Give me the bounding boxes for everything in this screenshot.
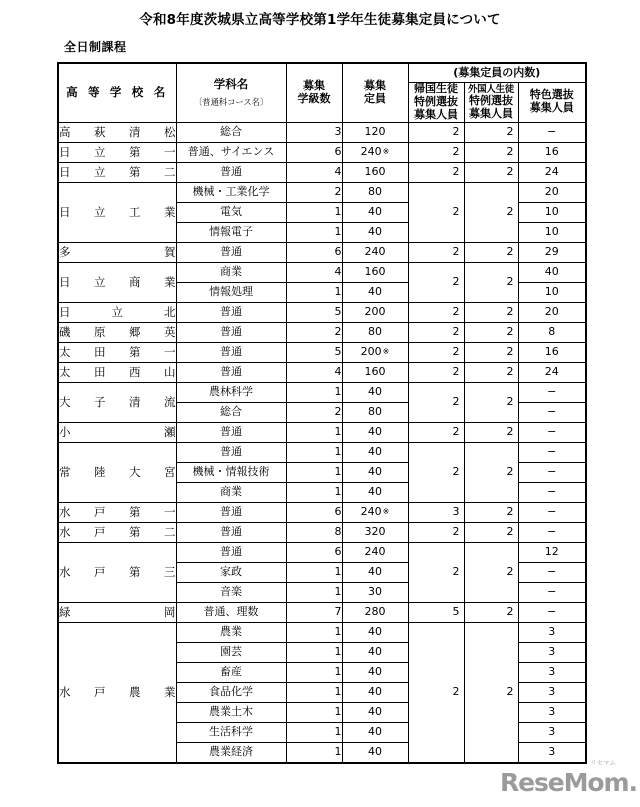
column-header-classes-line2: 学級数: [297, 91, 331, 105]
cell-special-selection-quota: −: [518, 382, 586, 402]
cell-department-name: 商業: [176, 482, 286, 502]
logo-ruby-text: リセマム: [590, 760, 616, 767]
logo-wordmark-text: ReseMom: [500, 768, 629, 797]
cell-department-name: 機械・情報技術: [176, 462, 286, 482]
cell-school-name: [58, 302, 176, 322]
cell-returnee-quota: 2: [408, 322, 464, 342]
cell-school-name: [58, 502, 176, 522]
cell-quota: 40: [342, 622, 408, 642]
cell-class-count: 2: [286, 322, 342, 342]
cell-special-selection-quota: −: [518, 122, 586, 142]
cell-returnee-quota: 2: [408, 182, 464, 242]
column-header-group-breakdown: (募集定員の内数): [408, 63, 586, 83]
cell-class-count: 5: [286, 342, 342, 362]
cell-class-count: 1: [286, 722, 342, 742]
cell-class-count: 1: [286, 702, 342, 722]
table-body: [58, 122, 586, 763]
cell-class-count: 1: [286, 562, 342, 582]
cell-special-selection-quota: −: [518, 402, 586, 422]
school-name-text: 水戸第三: [59, 564, 176, 579]
cell-returnee-quota: 2: [408, 362, 464, 382]
cell-department-name: 普通、サイエンス: [176, 142, 286, 162]
column-header-special: [518, 83, 586, 123]
school-name-text: 日立第二: [59, 164, 176, 179]
school-name-text: 太田西山: [59, 364, 176, 379]
cell-special-selection-quota: −: [518, 422, 586, 442]
table-row: [58, 262, 586, 282]
quota-footnote-mark: ※: [382, 146, 390, 156]
cell-school-name: [58, 322, 176, 342]
cell-special-selection-quota: 16: [518, 142, 586, 162]
cell-special-selection-quota: 3: [518, 722, 586, 742]
cell-department-name: 普通: [176, 162, 286, 182]
table-row: [58, 442, 586, 462]
cell-department-name: 農林科学: [176, 382, 286, 402]
cell-returnee-quota: 2: [408, 422, 464, 442]
cell-returnee-quota: 2: [408, 382, 464, 422]
cell-quota: 200※: [342, 342, 408, 362]
cell-foreign-quota: 2: [464, 262, 518, 302]
cell-class-count: 1: [286, 622, 342, 642]
column-header-quota: [342, 63, 408, 122]
cell-special-selection-quota: 16: [518, 342, 586, 362]
school-name-text: 小瀬: [59, 424, 176, 439]
cell-department-name: 普通: [176, 322, 286, 342]
cell-quota: 40: [342, 382, 408, 402]
cell-foreign-quota: 2: [464, 142, 518, 162]
school-name-text: 水戸第二: [59, 524, 176, 539]
column-header-quota-line1: 募集: [364, 78, 386, 92]
cell-quota: 80: [342, 402, 408, 422]
cell-foreign-quota: 2: [464, 502, 518, 522]
school-name-text: 多賀: [59, 244, 176, 259]
cell-special-selection-quota: −: [518, 502, 586, 522]
table-header: [58, 63, 586, 122]
cell-special-selection-quota: 24: [518, 162, 586, 182]
cell-school-name: [58, 522, 176, 542]
table-row: [58, 142, 586, 162]
cell-special-selection-quota: 10: [518, 282, 586, 302]
cell-special-selection-quota: 3: [518, 622, 586, 642]
cell-class-count: 1: [286, 282, 342, 302]
cell-class-count: 6: [286, 542, 342, 562]
cell-department-name: 商業: [176, 262, 286, 282]
cell-quota: 200: [342, 302, 408, 322]
school-name-text: 緑岡: [59, 604, 176, 619]
cell-special-selection-quota: −: [518, 482, 586, 502]
column-header-department: [176, 63, 286, 122]
school-name-text: 日立北: [59, 304, 176, 319]
cell-quota: 40: [342, 722, 408, 742]
cell-special-selection-quota: 12: [518, 542, 586, 562]
cell-school-name: [58, 162, 176, 182]
column-header-special-line2: 募集人員: [529, 101, 574, 115]
school-name-text: 日立商業: [59, 274, 176, 289]
cell-department-name: 普通: [176, 422, 286, 442]
column-header-department-main: 学科名: [213, 77, 249, 92]
cell-class-count: 1: [286, 462, 342, 482]
cell-department-name: 普通: [176, 362, 286, 382]
cell-quota: 80: [342, 322, 408, 342]
cell-special-selection-quota: 3: [518, 742, 586, 763]
cell-quota: 160: [342, 362, 408, 382]
cell-returnee-quota: 2: [408, 622, 464, 763]
school-name-text: 日立第一: [59, 144, 176, 159]
cell-quota: 40: [342, 462, 408, 482]
column-header-department-sub: 〔普通科コース名〕: [193, 97, 269, 108]
cell-school-name: [58, 362, 176, 382]
table-row: [58, 322, 586, 342]
cell-quota: 40: [342, 222, 408, 242]
cell-school-name: [58, 182, 176, 242]
cell-school-name: [58, 422, 176, 442]
cell-class-count: 2: [286, 182, 342, 202]
cell-foreign-quota: 2: [464, 162, 518, 182]
cell-school-name: [58, 142, 176, 162]
cell-quota: 30: [342, 582, 408, 602]
cell-department-name: 情報電子: [176, 222, 286, 242]
cell-special-selection-quota: −: [518, 582, 586, 602]
cell-class-count: 1: [286, 222, 342, 242]
cell-returnee-quota: 5: [408, 602, 464, 622]
cell-department-name: 普通: [176, 522, 286, 542]
cell-department-name: 食品化学: [176, 682, 286, 702]
cell-department-name: 普通: [176, 502, 286, 522]
table-row: [58, 242, 586, 262]
cell-department-name: 生活科学: [176, 722, 286, 742]
cell-returnee-quota: 3: [408, 502, 464, 522]
table-row: [58, 342, 586, 362]
cell-foreign-quota: 2: [464, 542, 518, 602]
cell-special-selection-quota: 8: [518, 322, 586, 342]
cell-class-count: 1: [286, 582, 342, 602]
cell-school-name: [58, 342, 176, 362]
cell-department-name: 園芸: [176, 642, 286, 662]
cell-foreign-quota: 2: [464, 522, 518, 542]
cell-special-selection-quota: −: [518, 442, 586, 462]
cell-quota: 40: [342, 682, 408, 702]
school-name-text: 高萩清松: [59, 124, 176, 139]
school-name-text: 日立工業: [59, 204, 176, 219]
cell-quota: 40: [342, 202, 408, 222]
cell-quota: 120: [342, 122, 408, 142]
cell-special-selection-quota: −: [518, 522, 586, 542]
cell-foreign-quota: 2: [464, 442, 518, 502]
cell-special-selection-quota: 10: [518, 222, 586, 242]
cell-returnee-quota: 2: [408, 522, 464, 542]
cell-quota: 40: [342, 482, 408, 502]
cell-school-name: [58, 622, 176, 763]
cell-class-count: 6: [286, 242, 342, 262]
cell-quota: 240※: [342, 502, 408, 522]
cell-school-name: [58, 242, 176, 262]
cell-special-selection-quota: −: [518, 602, 586, 622]
column-header-foreign-line2: 特例選抜: [469, 94, 513, 108]
cell-special-selection-quota: 3: [518, 662, 586, 682]
school-name-text: 常陸大宮: [59, 464, 176, 479]
cell-department-name: 農業経済: [176, 742, 286, 763]
cell-class-count: 1: [286, 682, 342, 702]
cell-returnee-quota: 2: [408, 242, 464, 262]
cell-foreign-quota: 2: [464, 622, 518, 763]
cell-department-name: 普通: [176, 442, 286, 462]
cell-special-selection-quota: 10: [518, 202, 586, 222]
cell-quota: 80: [342, 182, 408, 202]
cell-foreign-quota: 2: [464, 422, 518, 442]
cell-department-name: 普通: [176, 302, 286, 322]
section-label: 全日制課程: [64, 40, 127, 54]
cell-school-name: [58, 542, 176, 602]
cell-special-selection-quota: 24: [518, 362, 586, 382]
cell-special-selection-quota: 20: [518, 302, 586, 322]
cell-special-selection-quota: 3: [518, 702, 586, 722]
cell-quota: 40: [342, 742, 408, 763]
cell-school-name: [58, 262, 176, 302]
cell-department-name: 普通: [176, 242, 286, 262]
cell-school-name: [58, 122, 176, 142]
cell-foreign-quota: 2: [464, 382, 518, 422]
table-row: [58, 122, 586, 142]
cell-special-selection-quota: 29: [518, 242, 586, 262]
column-header-foreign: [464, 83, 518, 123]
column-header-returnee: [408, 83, 464, 123]
cell-department-name: 普通: [176, 542, 286, 562]
cell-class-count: 4: [286, 362, 342, 382]
cell-class-count: 4: [286, 262, 342, 282]
cell-class-count: 4: [286, 162, 342, 182]
cell-department-name: 電気: [176, 202, 286, 222]
school-name-text: 水戸第一: [59, 504, 176, 519]
cell-quota: 40: [342, 702, 408, 722]
cell-special-selection-quota: −: [518, 562, 586, 582]
quota-footnote-mark: ※: [382, 506, 390, 516]
cell-class-count: 6: [286, 502, 342, 522]
cell-department-name: 情報処理: [176, 282, 286, 302]
cell-school-name: [58, 382, 176, 422]
column-header-returnee-line2: 特例選抜: [414, 94, 458, 108]
cell-special-selection-quota: −: [518, 462, 586, 482]
cell-department-name: 総合: [176, 402, 286, 422]
cell-foreign-quota: 2: [464, 602, 518, 622]
cell-department-name: 普通、理数: [176, 602, 286, 622]
table-row: [58, 522, 586, 542]
logo-wordmark: [500, 770, 637, 795]
cell-quota: 40: [342, 442, 408, 462]
capacity-table-container: [57, 62, 585, 764]
cell-quota: 280: [342, 602, 408, 622]
cell-department-name: 畜産: [176, 662, 286, 682]
cell-returnee-quota: 2: [408, 122, 464, 142]
cell-class-count: 1: [286, 662, 342, 682]
cell-quota: 40: [342, 422, 408, 442]
column-header-foreign-line1: 外国人生徒: [467, 83, 514, 95]
cell-school-name: [58, 602, 176, 622]
cell-special-selection-quota: 20: [518, 182, 586, 202]
cell-foreign-quota: 2: [464, 322, 518, 342]
column-header-school: 高 等 学 校 名: [58, 63, 176, 122]
school-name-text: 大子清流: [59, 394, 176, 409]
cell-department-name: 農業: [176, 622, 286, 642]
column-header-returnee-line1: 帰国生徒: [414, 82, 458, 95]
cell-department-name: 普通: [176, 342, 286, 362]
cell-class-count: 1: [286, 742, 342, 763]
table-row: [58, 302, 586, 322]
cell-quota: 40: [342, 642, 408, 662]
column-header-classes-line1: 募集: [303, 78, 325, 92]
column-header-returnee-line3: 募集人員: [414, 107, 458, 121]
cell-quota: 240: [342, 542, 408, 562]
table-row: [58, 162, 586, 182]
cell-class-count: 6: [286, 142, 342, 162]
cell-quota: 40: [342, 282, 408, 302]
cell-department-name: 農業土木: [176, 702, 286, 722]
table-header-row-group: [58, 63, 586, 83]
cell-class-count: 8: [286, 522, 342, 542]
school-name-text: 水戸農業: [59, 684, 176, 699]
cell-quota: 240※: [342, 142, 408, 162]
cell-class-count: 1: [286, 482, 342, 502]
cell-class-count: 1: [286, 202, 342, 222]
cell-class-count: 5: [286, 302, 342, 322]
cell-returnee-quota: 2: [408, 342, 464, 362]
table-row: [58, 622, 586, 642]
cell-foreign-quota: 2: [464, 362, 518, 382]
cell-returnee-quota: 2: [408, 542, 464, 602]
cell-quota: 160: [342, 162, 408, 182]
cell-quota: 40: [342, 662, 408, 682]
column-header-classes: [286, 63, 342, 122]
cell-school-name: [58, 442, 176, 502]
table-row: [58, 362, 586, 382]
cell-quota: 240: [342, 242, 408, 262]
cell-returnee-quota: 2: [408, 142, 464, 162]
cell-class-count: 1: [286, 642, 342, 662]
table-row: [58, 502, 586, 522]
cell-department-name: 総合: [176, 122, 286, 142]
cell-special-selection-quota: 40: [518, 262, 586, 282]
school-name-text: 磯原郷英: [59, 324, 176, 339]
capacity-table: [57, 62, 587, 764]
cell-quota: 160: [342, 262, 408, 282]
column-header-special-line1: 特色選抜: [529, 88, 574, 102]
cell-returnee-quota: 2: [408, 442, 464, 502]
table-row: [58, 182, 586, 202]
cell-returnee-quota: 2: [408, 262, 464, 302]
table-row: [58, 602, 586, 622]
cell-class-count: 1: [286, 382, 342, 402]
cell-special-selection-quota: 3: [518, 682, 586, 702]
cell-department-name: 音楽: [176, 582, 286, 602]
page-title: 令和8年度茨城県立高等学校第1学年生徒募集定員について: [139, 12, 501, 28]
cell-quota: 320: [342, 522, 408, 542]
table-row: [58, 382, 586, 402]
cell-department-name: 機械・工業化学: [176, 182, 286, 202]
cell-class-count: 2: [286, 402, 342, 422]
cell-special-selection-quota: 3: [518, 642, 586, 662]
cell-class-count: 7: [286, 602, 342, 622]
column-header-foreign-line3: 募集人員: [469, 107, 513, 121]
cell-class-count: 1: [286, 422, 342, 442]
cell-class-count: 3: [286, 122, 342, 142]
quota-footnote-mark: ※: [382, 346, 390, 356]
logo-wordmark-dot: .: [628, 768, 637, 797]
cell-returnee-quota: 2: [408, 302, 464, 322]
cell-foreign-quota: 2: [464, 122, 518, 142]
school-name-text: 太田第一: [59, 344, 176, 359]
cell-quota: 40: [342, 562, 408, 582]
cell-foreign-quota: 2: [464, 342, 518, 362]
column-header-quota-line2: 定員: [364, 91, 386, 105]
cell-foreign-quota: 2: [464, 242, 518, 262]
table-row: [58, 542, 586, 562]
resemom-watermark-logo: [500, 760, 637, 797]
cell-class-count: 1: [286, 442, 342, 462]
cell-returnee-quota: 2: [408, 162, 464, 182]
cell-department-name: 家政: [176, 562, 286, 582]
table-row: [58, 422, 586, 442]
cell-foreign-quota: 2: [464, 302, 518, 322]
cell-foreign-quota: 2: [464, 182, 518, 242]
